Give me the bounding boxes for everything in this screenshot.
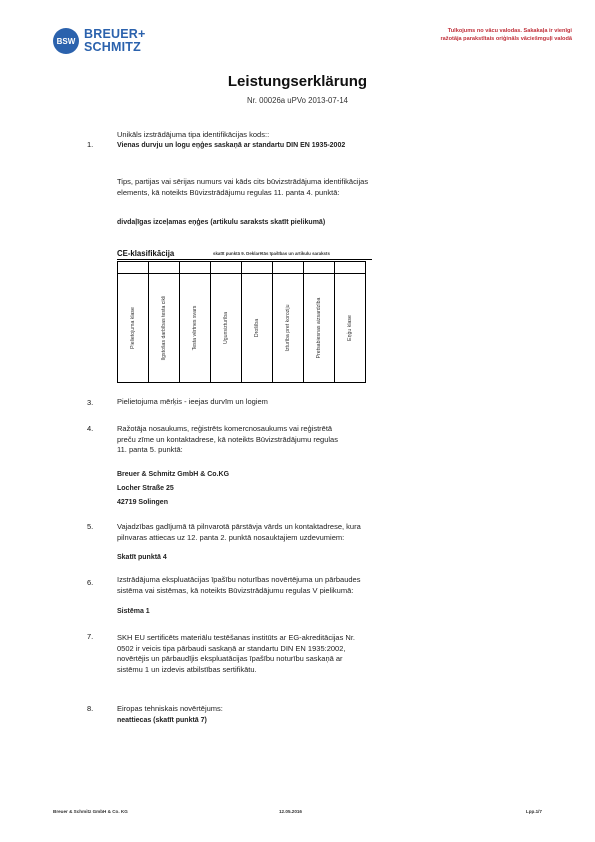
section-7-line-2: 0502 ir veicis tipa pārbaudi saskaņā ar standartu DIN EN 1935:2002, xyxy=(117,643,346,653)
section-1-value: Vienas durvju un logu eņģes saskaņā ar standartu DIN EN 1935-2002 xyxy=(117,141,346,149)
ce-column-cell xyxy=(273,274,304,383)
section-8-label: Eiropas tehniskais novērtējums: xyxy=(117,704,223,713)
section-6-line-1: Izstrādājuma ekspluatācijas īpašību noturības novērtējuma un pārbaudes xyxy=(117,575,361,584)
ce-column-cell xyxy=(149,274,180,383)
ce-value-cell xyxy=(304,262,335,274)
ce-classification-heading: CE-klasifikācija xyxy=(117,249,175,258)
notice-line-2: ražotāja parakstītais oriģināls vāciešmguļi valodā xyxy=(440,36,572,42)
ce-column-label: Izturība pret koroziju xyxy=(285,304,291,352)
ce-column-label: Ugunsizturība xyxy=(223,311,229,345)
section-7 xyxy=(117,633,457,675)
section-7-line-4: sistēmu 1 un izdevis atbilstības sertifikātu. xyxy=(117,664,257,674)
section-7-line-3: novērtējis un pārbaudījis ekspluatācijas īpašību noturību saskaņā ar xyxy=(117,654,343,663)
ce-column-cell xyxy=(180,274,211,383)
section-2 xyxy=(117,177,457,198)
ce-value-cell xyxy=(211,262,242,274)
section-5-value: Skatīt punktā 4 xyxy=(117,554,167,561)
ce-value-cell xyxy=(149,262,180,274)
section-1-number: 1. xyxy=(87,140,94,149)
document-number: Nr. 00026a uPVo 2013-07-14 xyxy=(246,96,348,105)
section-3-text: Pielietojuma mērķis - ieejas durvīm un logiem xyxy=(117,397,268,406)
manufacturer-address xyxy=(117,468,457,510)
ce-column-cell xyxy=(335,274,366,383)
footer-date: 12.05.2016 xyxy=(279,809,302,814)
document-title: Leistungserklärung xyxy=(227,73,368,90)
section-2-line-1: Tips, partijas vai sērijas numurs vai kāds cits būvizstrādājuma identifikācijas xyxy=(117,177,369,186)
ce-value-cell xyxy=(273,262,304,274)
ce-column-label: Pretsabiesnas aizsardzība xyxy=(316,297,322,359)
address-company: Breuer & Schmitz GmbH & Co.KG xyxy=(117,471,230,478)
notice-line-1: Tulkojums no vācu valodas. Sakakaļa ir vienīgi xyxy=(447,28,572,34)
ce-column-label: Pielietojuma klase xyxy=(130,307,136,349)
logo-line-2: SCHMITZ xyxy=(84,40,141,54)
translation-notice xyxy=(352,27,572,43)
section-1-label: Unikāls izstrādājuma tipa identifikācijas kods:: xyxy=(117,130,270,139)
section-2-line-2: elements, kā noteikts Būvizstrādājumu regulas 11. panta 4. punktā: xyxy=(117,187,340,197)
section-1 xyxy=(117,130,457,151)
ce-classification-subheading: skatīt punktā 9. Deklarētās īpašības un artikulu saraksts xyxy=(213,251,330,256)
ce-column-cell xyxy=(211,274,242,383)
section-4-line-3: 11. panta 5. punktā: xyxy=(117,445,183,454)
section-3-number: 3. xyxy=(87,398,94,407)
footer-company: Breuer & Schmitz GmbH & Co. KG xyxy=(53,809,128,814)
section-8-number: 8. xyxy=(87,704,94,713)
section-6-line-2: sistēma vai sistēmas, kā noteikts Būvizstrādājumu regulas V pielikumā: xyxy=(117,585,354,595)
section-5-line-1: Vajadzības gadījumā tā pilnvarotā pārstāvja vārds un kontaktadrese, kura xyxy=(117,522,361,531)
address-city: 42719 Solingen xyxy=(117,499,168,506)
address-street: Locher Straße 25 xyxy=(117,485,174,492)
ce-column-cell xyxy=(304,274,335,383)
section-7-number: 7. xyxy=(87,632,94,641)
ce-column-label: Drošība xyxy=(254,318,260,338)
ce-value-cell xyxy=(118,262,149,274)
section-5 xyxy=(117,522,457,543)
logo-emblem-icon: BSW xyxy=(53,28,79,54)
section-4-line-2: preču zīme un kontaktadrese, kā noteikts Būvizstrādājumu regulas xyxy=(117,434,338,444)
section-6 xyxy=(117,575,457,596)
ce-column-cell xyxy=(242,274,273,383)
ce-value-cell xyxy=(180,262,211,274)
section-8-value: neattiecas (skatīt punktā 7) xyxy=(117,717,207,724)
section-2-value: divdaļīgas izceļamas eņģes (artikulu saraksts skatīt pielikumā) xyxy=(117,219,326,226)
section-7-line-1: SKH EU sertificēts materiālu testēšanas institūts ar EG-akreditācijas Nr. xyxy=(117,633,356,642)
ce-column-label: Ilgstošas darbības testa cikli xyxy=(161,295,167,361)
section-6-value: Sistēma 1 xyxy=(117,608,150,615)
company-logo xyxy=(53,28,195,56)
ce-classification-table xyxy=(117,261,366,383)
ce-value-cell xyxy=(242,262,273,274)
ce-divider xyxy=(117,259,372,260)
section-4 xyxy=(117,424,457,456)
logo-line-1: BREUER+ xyxy=(84,27,146,41)
footer-page-number: Lpp.1/7 xyxy=(525,809,542,814)
logo-wordmark xyxy=(84,28,145,54)
ce-column-cell xyxy=(118,274,149,383)
section-5-line-2: pilnvaras attiecas uz 12. panta 2. punktā nosauktajiem uzdevumiem: xyxy=(117,532,345,542)
section-5-number: 5. xyxy=(87,522,94,531)
section-4-number: 4. xyxy=(87,424,94,433)
section-6-number: 6. xyxy=(87,578,94,587)
ce-column-label: Eņģu klase xyxy=(347,315,353,341)
section-4-line-1: Ražotāja nosaukums, reģistrēts komercnosaukums vai reģistrētā xyxy=(117,424,333,433)
ce-column-label: Testa vērtnes svars xyxy=(192,305,198,351)
ce-value-cell xyxy=(335,262,366,274)
